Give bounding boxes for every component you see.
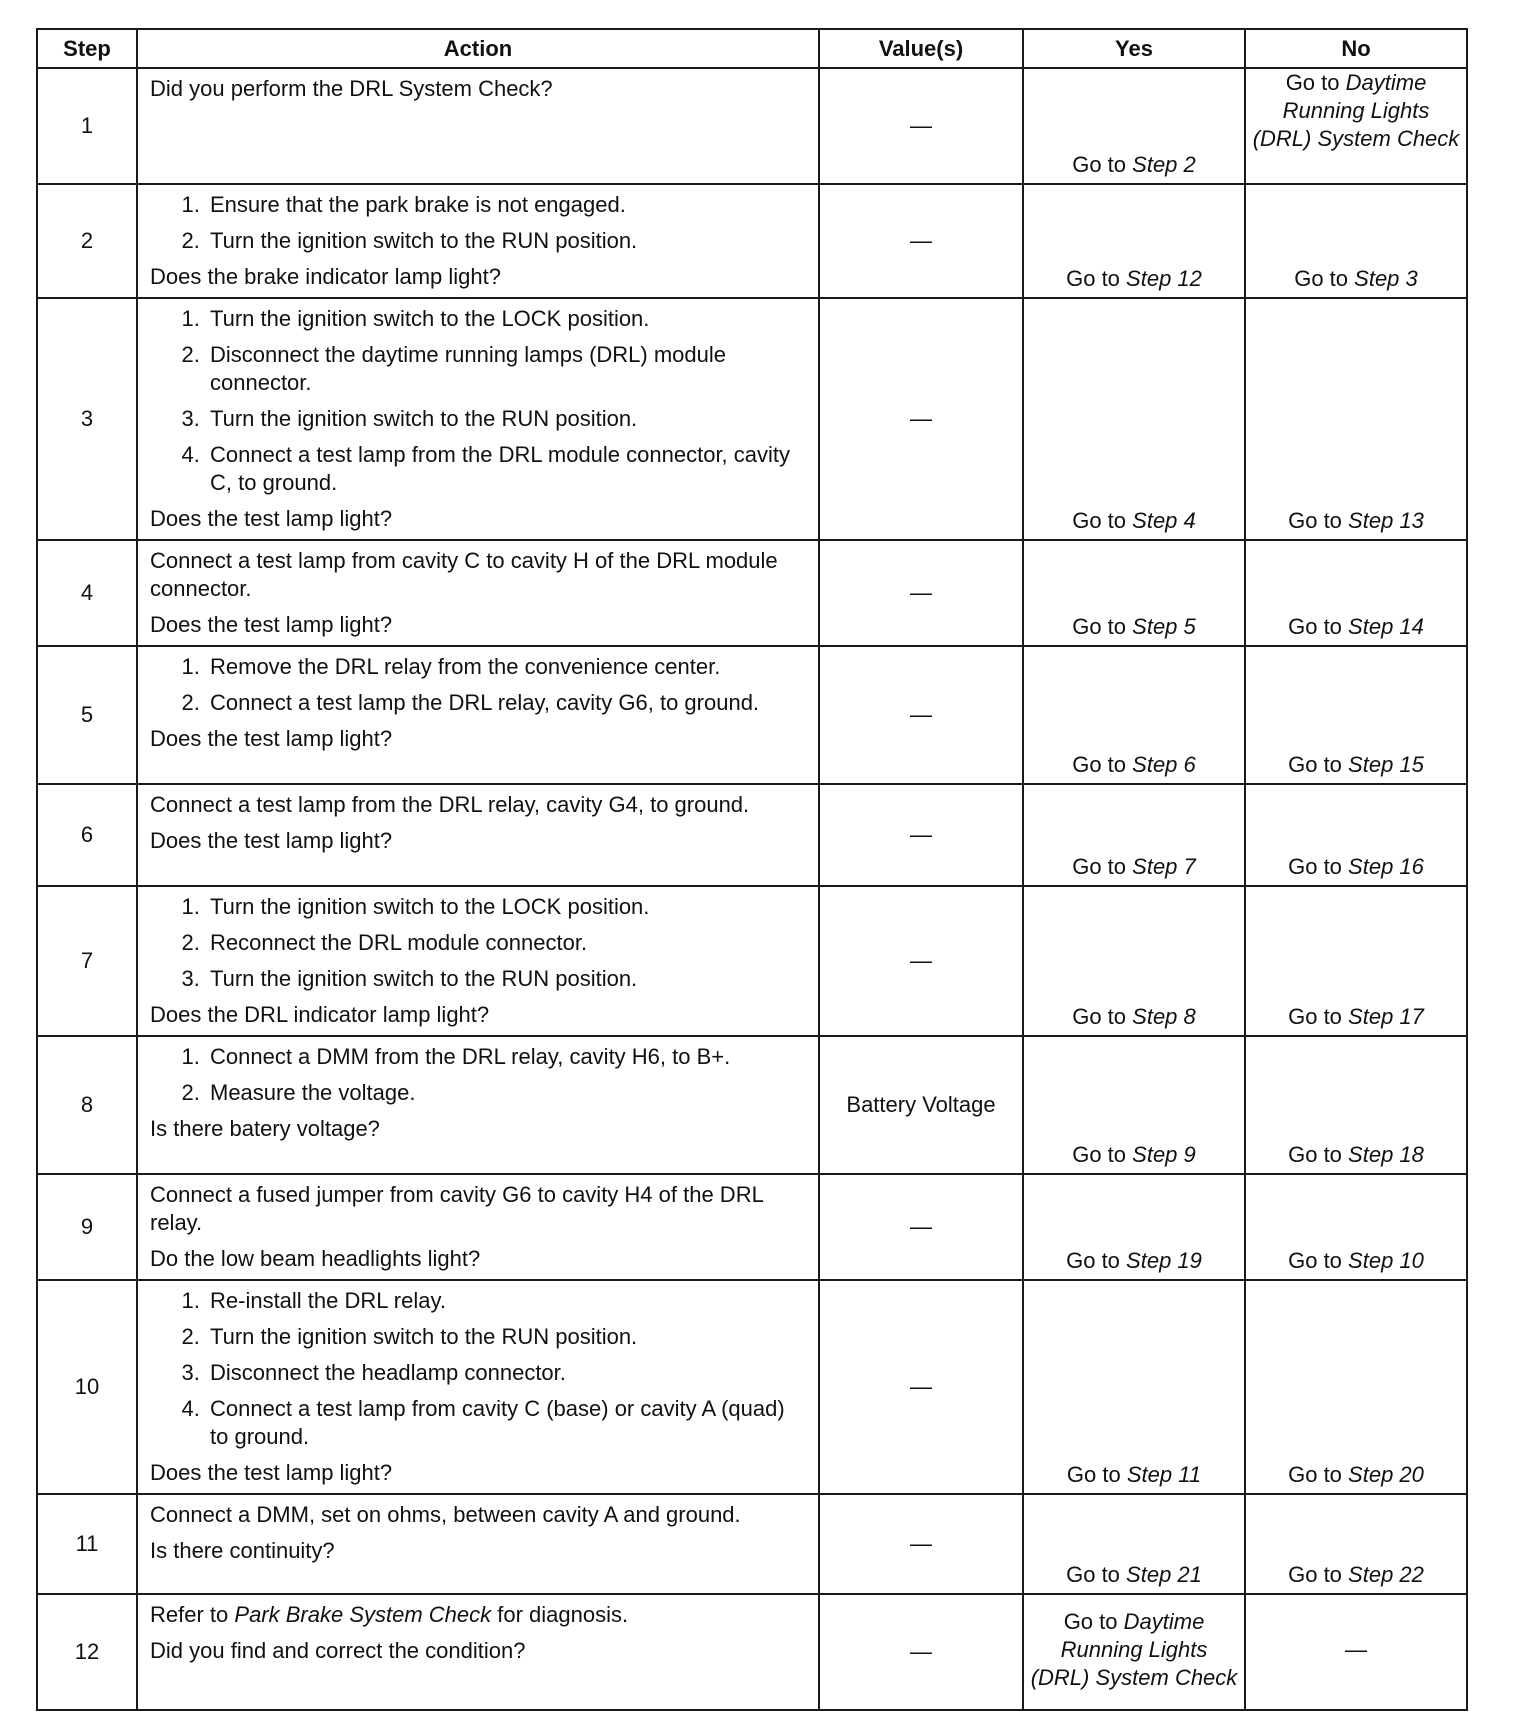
step-number: 8	[37, 1036, 137, 1174]
no-prefix: Go to	[1288, 614, 1342, 639]
table-row	[37, 646, 1467, 784]
action-cell	[137, 184, 819, 298]
value-cell: —	[819, 1280, 1023, 1494]
table-row	[37, 1174, 1467, 1280]
yes-prefix: Go to	[1066, 1248, 1120, 1273]
action-step: 1. Remove the DRL relay from the convenience center.	[206, 653, 808, 681]
yes-prefix: Go to	[1072, 614, 1127, 639]
yes-cell	[1023, 886, 1245, 1036]
action-question: Does the test lamp light?	[150, 612, 393, 637]
no-cell	[1245, 298, 1467, 540]
action-cell	[137, 646, 819, 784]
action-step: 2. Connect a test lamp the DRL relay, cavity G6, to ground.	[206, 689, 808, 717]
action-text: Did you perform the DRL System Check?	[150, 76, 553, 101]
no-prefix: Go to	[1288, 1248, 1342, 1273]
action-step: 2. Turn the ignition switch to the RUN position.	[206, 1323, 808, 1351]
action-question: Do the low beam headlights light?	[150, 1246, 481, 1271]
no-prefix: Go to	[1288, 854, 1342, 879]
yes-cell	[1023, 540, 1245, 646]
action-text: Connect a test lamp from cavity C to cavity H of the DRL module connector.	[150, 548, 778, 601]
action-refer-prefix: Refer to	[150, 1602, 229, 1627]
diagnostic-table-container	[36, 28, 1466, 1711]
action-cell	[137, 1494, 819, 1594]
no-link[interactable]: Step 18	[1348, 1142, 1424, 1167]
action-step: 1. Connect a DMM from the DRL relay, cavity H6, to B+.	[206, 1043, 808, 1071]
action-cell	[137, 1280, 819, 1494]
yes-prefix: Go to	[1066, 1462, 1121, 1487]
yes-link[interactable]: Step 7	[1132, 854, 1196, 879]
action-refer-line	[150, 1601, 808, 1629]
no-link[interactable]: Step 10	[1348, 1248, 1424, 1273]
yes-link[interactable]: Step 5	[1132, 614, 1196, 639]
value-cell: Battery Voltage	[819, 1036, 1023, 1174]
no-prefix: Go to	[1294, 266, 1349, 291]
value-cell: —	[819, 298, 1023, 540]
value-cell: —	[819, 646, 1023, 784]
no-link[interactable]: Step 22	[1348, 1562, 1424, 1587]
yes-link[interactable]: Step 9	[1132, 1142, 1196, 1167]
yes-link[interactable]: Step 19	[1126, 1248, 1202, 1273]
action-question: Does the test lamp light?	[150, 1460, 393, 1485]
action-cell	[137, 1174, 819, 1280]
yes-prefix: Go to	[1072, 854, 1127, 879]
step-number: 3	[37, 298, 137, 540]
action-question: Does the brake indicator lamp light?	[150, 264, 501, 289]
action-cell	[137, 68, 819, 184]
header-yes: Yes	[1023, 29, 1245, 68]
table-row	[37, 886, 1467, 1036]
value-cell: —	[819, 184, 1023, 298]
action-step: 3. Turn the ignition switch to the RUN position.	[206, 965, 808, 993]
step-number: 6	[37, 784, 137, 886]
no-link[interactable]: Daytime Running Lights (DRL) System Check	[1252, 70, 1460, 151]
header-no: No	[1245, 29, 1467, 68]
no-cell: —	[1245, 1594, 1467, 1710]
table-row	[37, 298, 1467, 540]
table-row	[37, 784, 1467, 886]
yes-prefix: Go to	[1063, 1609, 1118, 1634]
no-prefix: Go to	[1288, 508, 1342, 533]
action-question: Does the test lamp light?	[150, 828, 393, 853]
action-cell	[137, 540, 819, 646]
no-link[interactable]: Step 15	[1348, 752, 1424, 777]
action-question: Does the test lamp light?	[150, 506, 393, 531]
step-number: 12	[37, 1594, 137, 1710]
no-link[interactable]: Step 13	[1348, 508, 1424, 533]
table-row	[37, 1594, 1467, 1710]
no-prefix: Go to	[1285, 70, 1340, 95]
action-steps-list	[150, 191, 808, 255]
action-text: Connect a test lamp from the DRL relay, cavity G4, to ground.	[150, 792, 750, 817]
action-cell	[137, 298, 819, 540]
yes-cell	[1023, 784, 1245, 886]
action-step: 3. Disconnect the headlamp connector.	[206, 1359, 808, 1387]
action-text: Connect a DMM, set on ohms, between cavity A and ground.	[150, 1502, 741, 1527]
yes-cell	[1023, 68, 1245, 184]
no-cell	[1245, 184, 1467, 298]
action-step: 2. Measure the voltage.	[206, 1079, 808, 1107]
no-cell	[1245, 1280, 1467, 1494]
action-step: 2. Reconnect the DRL module connector.	[206, 929, 808, 957]
yes-cell	[1023, 1594, 1245, 1710]
action-step: 1. Turn the ignition switch to the LOCK position.	[206, 305, 808, 333]
table-row	[37, 540, 1467, 646]
header-values: Value(s)	[819, 29, 1023, 68]
yes-cell	[1023, 1036, 1245, 1174]
header-step: Step	[37, 29, 137, 68]
no-cell	[1245, 1036, 1467, 1174]
no-link[interactable]: Step 14	[1348, 614, 1424, 639]
action-step: 4. Connect a test lamp from cavity C (base) or cavity A (quad) to ground.	[206, 1395, 808, 1451]
table-row	[37, 1280, 1467, 1494]
action-steps-list	[150, 893, 808, 993]
yes-link[interactable]: Step 21	[1126, 1562, 1202, 1587]
step-number: 2	[37, 184, 137, 298]
yes-link[interactable]: Step 2	[1132, 152, 1196, 177]
action-question: Is there continuity?	[150, 1538, 335, 1563]
yes-link[interactable]: Step 12	[1126, 266, 1202, 291]
yes-prefix: Go to	[1066, 266, 1120, 291]
action-steps-list	[150, 305, 808, 497]
yes-cell	[1023, 1174, 1245, 1280]
value-cell: —	[819, 540, 1023, 646]
value-cell: —	[819, 1594, 1023, 1710]
yes-prefix: Go to	[1072, 752, 1127, 777]
step-number: 11	[37, 1494, 137, 1594]
table-row	[37, 184, 1467, 298]
action-cell	[137, 886, 819, 1036]
no-cell	[1245, 68, 1467, 184]
yes-prefix: Go to	[1066, 1562, 1120, 1587]
action-step: 2. Disconnect the daytime running lamps (DRL) module connector.	[206, 341, 808, 397]
no-prefix: Go to	[1288, 752, 1342, 777]
table-row	[37, 1036, 1467, 1174]
no-prefix: Go to	[1288, 1004, 1342, 1029]
yes-link[interactable]: Daytime Running Lights (DRL) System Check	[1030, 1609, 1238, 1690]
step-number: 5	[37, 646, 137, 784]
action-steps-list	[150, 1043, 808, 1107]
yes-prefix: Go to	[1072, 1142, 1127, 1167]
action-step: 2. Turn the ignition switch to the RUN position.	[206, 227, 808, 255]
step-number: 9	[37, 1174, 137, 1280]
yes-cell	[1023, 646, 1245, 784]
diagnostic-table	[36, 28, 1468, 1711]
value-cell: —	[819, 886, 1023, 1036]
action-cell	[137, 1036, 819, 1174]
no-link[interactable]: Step 20	[1348, 1462, 1424, 1487]
no-cell	[1245, 1494, 1467, 1594]
action-step: 1. Turn the ignition switch to the LOCK position.	[206, 893, 808, 921]
yes-link[interactable]: Step 4	[1132, 508, 1196, 533]
yes-prefix: Go to	[1072, 152, 1127, 177]
action-step: 1. Ensure that the park brake is not engaged.	[206, 191, 808, 219]
no-cell	[1245, 646, 1467, 784]
no-cell	[1245, 540, 1467, 646]
no-cell	[1245, 886, 1467, 1036]
no-prefix: Go to	[1288, 1142, 1342, 1167]
no-cell	[1245, 1174, 1467, 1280]
yes-cell	[1023, 184, 1245, 298]
yes-cell	[1023, 1494, 1245, 1594]
action-step: 3. Turn the ignition switch to the RUN position.	[206, 405, 808, 433]
value-cell: —	[819, 1174, 1023, 1280]
yes-cell	[1023, 1280, 1245, 1494]
table-row	[37, 1494, 1467, 1594]
table-row	[37, 68, 1467, 184]
action-steps-list	[150, 1287, 808, 1451]
action-steps-list	[150, 653, 808, 717]
action-question: Does the test lamp light?	[150, 726, 393, 751]
header-action: Action	[137, 29, 819, 68]
yes-prefix: Go to	[1072, 1004, 1127, 1029]
action-refer-suffix: for diagnosis.	[497, 1602, 629, 1627]
step-number: 1	[37, 68, 137, 184]
step-number: 4	[37, 540, 137, 646]
yes-link[interactable]: Step 11	[1126, 1462, 1202, 1487]
header-row	[37, 29, 1467, 68]
action-cell	[137, 784, 819, 886]
no-prefix: Go to	[1288, 1562, 1342, 1587]
action-step: 1. Re-install the DRL relay.	[206, 1287, 808, 1315]
action-cell	[137, 1594, 819, 1710]
no-link[interactable]: Step 3	[1354, 266, 1418, 291]
yes-prefix: Go to	[1072, 508, 1127, 533]
no-link[interactable]: Step 16	[1348, 854, 1424, 879]
action-question: Did you find and correct the condition?	[150, 1638, 526, 1663]
no-prefix: Go to	[1288, 1462, 1342, 1487]
value-cell: —	[819, 68, 1023, 184]
action-text: Connect a fused jumper from cavity G6 to cavity H4 of the DRL relay.	[150, 1182, 764, 1235]
park-brake-check-link[interactable]: Park Brake System Check	[234, 1602, 492, 1627]
step-number: 7	[37, 886, 137, 1036]
action-question: Does the DRL indicator lamp light?	[150, 1002, 490, 1027]
yes-cell	[1023, 298, 1245, 540]
yes-link[interactable]: Step 8	[1132, 1004, 1196, 1029]
step-number: 10	[37, 1280, 137, 1494]
value-cell: —	[819, 1494, 1023, 1594]
no-link[interactable]: Step 17	[1348, 1004, 1424, 1029]
action-step: 4. Connect a test lamp from the DRL module connector, cavity C, to ground.	[206, 441, 808, 497]
yes-link[interactable]: Step 6	[1132, 752, 1196, 777]
value-cell: —	[819, 784, 1023, 886]
no-cell	[1245, 784, 1467, 886]
action-question: Is there batery voltage?	[150, 1116, 380, 1141]
